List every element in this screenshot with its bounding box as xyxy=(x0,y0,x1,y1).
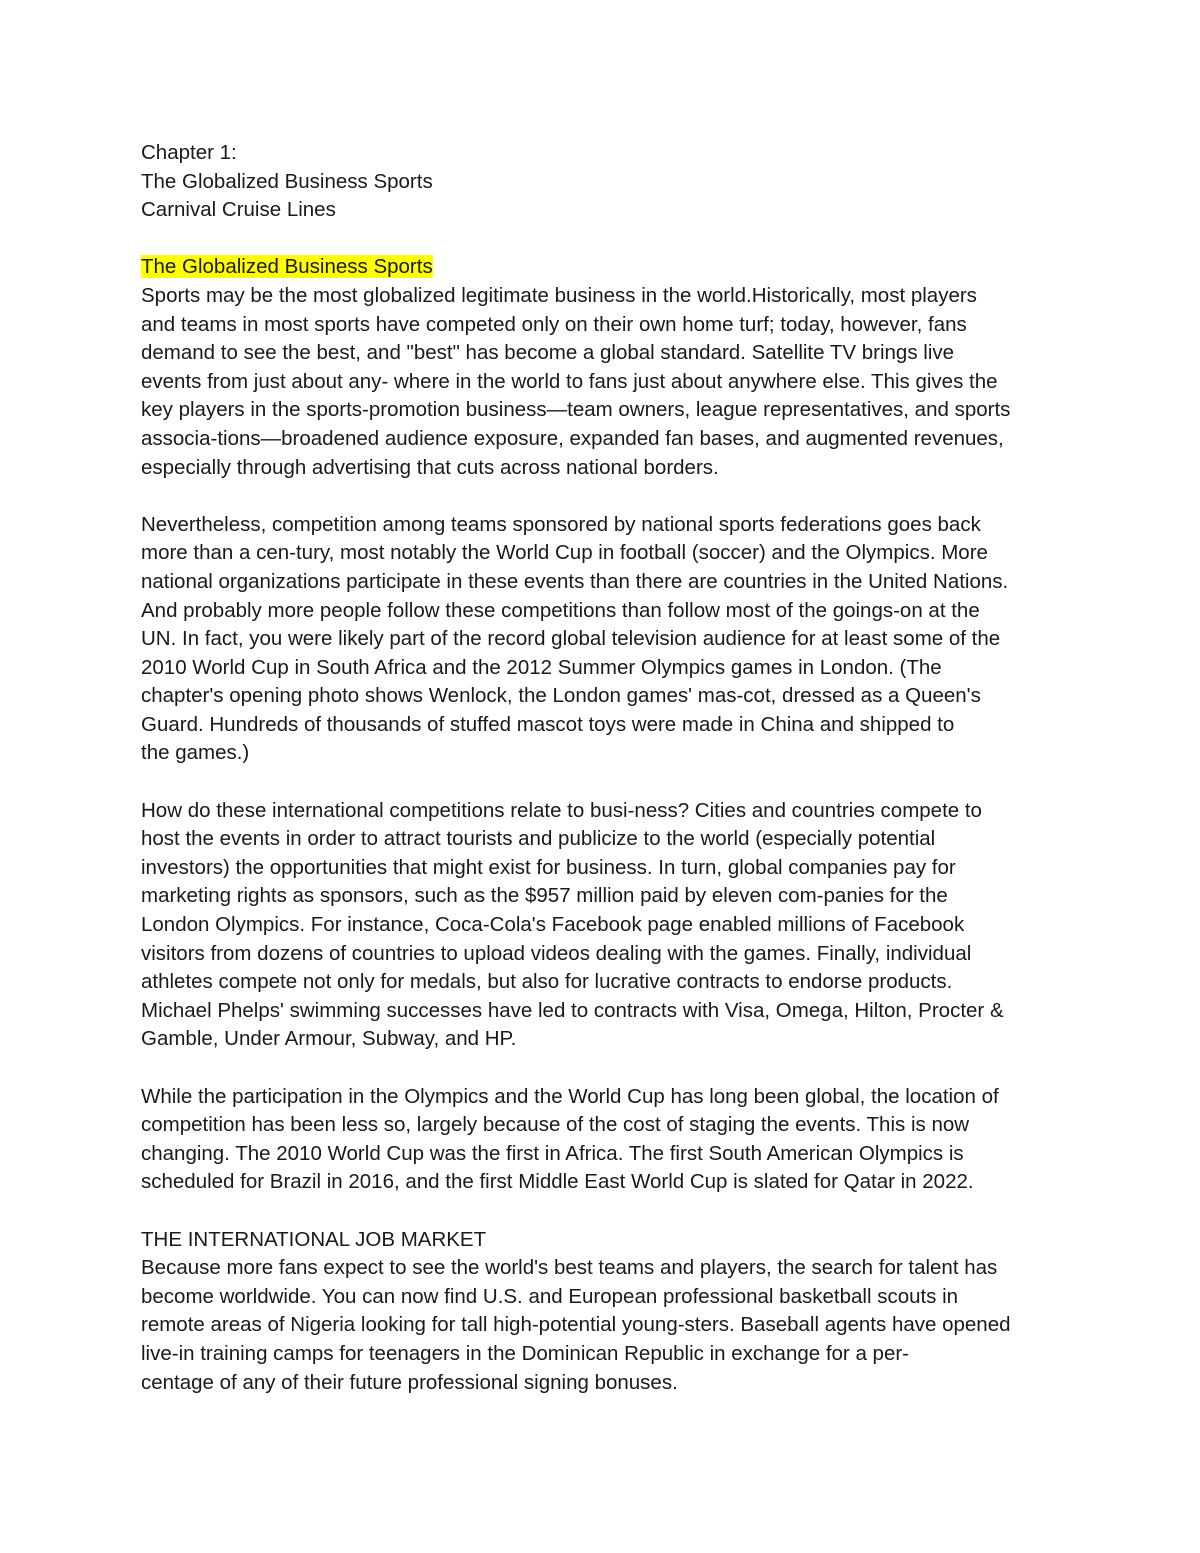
paragraph-line: key players in the sports-promotion business—team owners, league representatives, and sports xyxy=(141,398,1011,422)
paragraph-line: Guard. Hundreds of thousands of stuffed mascot toys were made in China and shipped to xyxy=(141,712,955,736)
paragraph-line: become worldwide. You can now find U.S. and European professional basketball scouts in xyxy=(141,1284,959,1308)
chapter-subtitle: The Globalized Business Sports xyxy=(141,169,433,193)
paragraph-line: changing. The 2010 World Cup was the first in Africa. The first South American Olympics is xyxy=(141,1141,964,1165)
section-international-job-market xyxy=(141,1226,1071,1398)
paragraph-line: Because more fans expect to see the world's best teams and players, the search for talent has xyxy=(141,1256,998,1280)
paragraph-line: and teams in most sports have competed only on their own home turf; today, however, fans xyxy=(141,312,967,336)
paragraph-line: Nevertheless, competition among teams sponsored by national sports federations goes back xyxy=(141,512,981,536)
paragraph-line: And probably more people follow these competitions than follow most of the goings-on at the xyxy=(141,598,980,622)
highlighted-heading-text: The Globalized Business Sports xyxy=(141,255,433,279)
paragraph-line: scheduled for Brazil in 2016, and the first Middle East World Cup is slated for Qatar in 2022. xyxy=(141,1170,974,1194)
paragraph-line: Sports may be the most globalized legitimate business in the world.Historically, most players xyxy=(141,283,977,307)
chapter-label: Chapter 1: xyxy=(141,141,237,164)
paragraph-line: centage of any of their future professional signing bonuses. xyxy=(141,1370,678,1394)
paragraph-line: remote areas of Nigeria looking for tall high-potential young-sters. Baseball agents have opened xyxy=(141,1313,1011,1337)
paragraph-line: events from just about any- where in the world to fans just about anywhere else. This gives the xyxy=(141,369,998,393)
section-heading xyxy=(141,253,1071,282)
paragraph xyxy=(141,797,1071,1054)
paragraph-line: investors) the opportunities that might exist for business. In turn, global companies pay for xyxy=(141,855,956,879)
spacer xyxy=(141,225,1071,254)
chapter-subtitle: Carnival Cruise Lines xyxy=(141,198,336,222)
paragraph-line: the games.) xyxy=(141,741,250,765)
spacer xyxy=(141,768,1071,797)
paragraph-line: Michael Phelps' swimming successes have led to contracts with Visa, Omega, Hilton, Procter & xyxy=(141,998,1004,1022)
paragraph-line: visitors from dozens of countries to upload videos dealing with the games. Finally, individual xyxy=(141,941,972,965)
document-header xyxy=(141,139,1071,225)
section-heading: THE INTERNATIONAL JOB MARKET xyxy=(141,1227,487,1251)
paragraph-line: live-in training camps for teenagers in the Dominican Republic in exchange for a per- xyxy=(141,1341,910,1365)
paragraph-line: especially through advertising that cuts across national borders. xyxy=(141,455,719,479)
section-globalized-business-sports xyxy=(141,253,1071,482)
paragraph-line: Gamble, Under Armour, Subway, and HP. xyxy=(141,1027,517,1051)
paragraph-line: How do these international competitions relate to busi-ness? Cities and countries compete to xyxy=(141,798,982,822)
paragraph-line: UN. In fact, you were likely part of the record global television audience for at least some of the xyxy=(141,627,1001,651)
paragraph-line: athletes compete not only for medals, but also for lucrative contracts to endorse products. xyxy=(141,970,953,994)
paragraph xyxy=(141,1083,1071,1197)
paragraph xyxy=(141,511,1071,768)
spacer xyxy=(141,1197,1071,1226)
spacer xyxy=(141,1054,1071,1083)
paragraph-line: host the events in order to attract tourists and publicize to the world (especially potential xyxy=(141,827,936,851)
spacer xyxy=(141,482,1071,511)
paragraph-line: London Olympics. For instance, Coca-Cola's Facebook page enabled millions of Facebook xyxy=(141,913,965,937)
paragraph-line: While the participation in the Olympics and the World Cup has long been global, the location of xyxy=(141,1084,999,1108)
paragraph-line: associa-tions—broadened audience exposure, expanded fan bases, and augmented revenues, xyxy=(141,426,1004,450)
paragraph-line: more than a cen-tury, most notably the World Cup in football (soccer) and the Olympics. More xyxy=(141,541,988,565)
paragraph-line: demand to see the best, and "best" has become a global standard. Satellite TV brings live xyxy=(141,341,955,365)
paragraph-line: marketing rights as sponsors, such as the $957 million paid by eleven com-panies for the xyxy=(141,884,948,908)
paragraph-line: national organizations participate in these events than there are countries in the United Nations. xyxy=(141,569,1009,593)
paragraph-line: competition has been less so, largely because of the cost of staging the events. This is now xyxy=(141,1113,970,1137)
paragraph-line: chapter's opening photo shows Wenlock, the London games' mas-cot, dressed as a Queen's xyxy=(141,684,981,708)
paragraph-line: 2010 World Cup in South Africa and the 2012 Summer Olympics games in London. (The xyxy=(141,655,942,679)
document-body xyxy=(141,139,1071,1397)
